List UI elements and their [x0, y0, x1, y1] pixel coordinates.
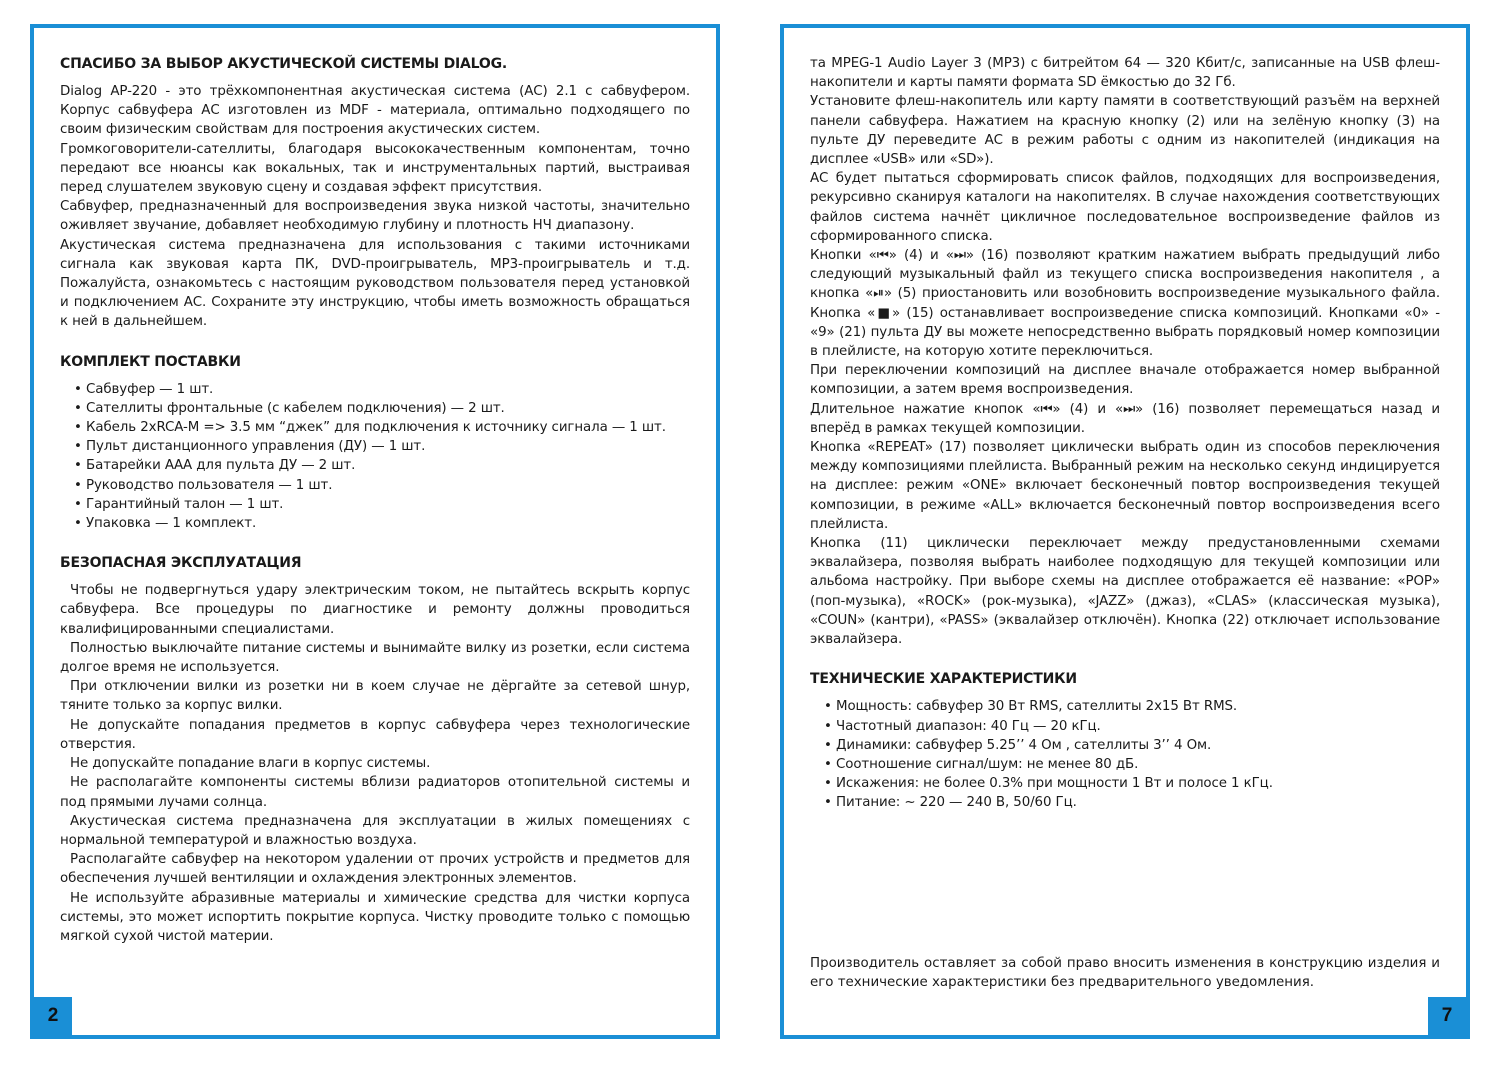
safety-paragraph: Полностью выключайте питание системы и вынимайте вилку из розетки, если система долгое время не используется.: [60, 640, 690, 676]
intro-paragraph: Громкоговорители-сателлиты, благодаря высококачественным компонентам, точно передают все нюансы как вокальных, так и инструментальных партий, выстраивая перед слушателем звуковую сцену и создавая эффект присутствия.: [60, 141, 690, 196]
spec-item: • Питание: ~ 220 — 240 В, 50/60 Гц.: [824, 793, 1440, 812]
disclaimer: Производитель оставляет за собой право вносить изменения в конструкцию изделия и его технические характеристики без предварительного уведомления.: [810, 956, 1440, 991]
safety-paragraph: Не допускайте попадание влаги в корпус системы.: [70, 756, 431, 772]
safety-paragraph: При отключении вилки из розетки ни в коем случае не дёргайте за сетевой шнур, тяните только за корпус вилки.: [60, 679, 690, 714]
package-item: • Сабвуфер — 1 шт.: [74, 380, 690, 399]
usage-paragraph: Установите флеш-накопитель или карту памяти в соответствующий разъём на верхней панели сабвуфера. Нажатием на красную кнопку (2) или на зелёную кнопку (3) на пульте ДУ переведите АС в режим работы с одним из накопителей (индикация на дисплее «USB» или «SD»).: [810, 94, 1440, 168]
usage-paragraph: Кнопка «REPEAT» (17) позволяет циклически выбрать один из способов переключения между композициями плейлиста. Выбранный режим на несколько секунд индицируется на дисплее: режим «ONE» включает бесконечный повтор воспроизведения текущей композиции, в режиме «ALL» включается бесконечный повтор воспроизведения всего плейлиста.: [810, 440, 1440, 532]
package-item: • Сателлиты фронтальные (с кабелем подключения) — 2 шт.: [74, 399, 690, 418]
safety-paragraph: Акустическая система предназначена для эксплуатации в жилых помещениях с нормальной температурой и влажностью воздуха.: [60, 813, 690, 848]
intro-paragraph: Dialog AP-220 - это трёхкомпонентная акустическая система (АС) 2.1 с сабвуфером. Корпус сабвуфера АС изготовлен из MDF - материала, оптимально подходящего по своим физическим свойствам для построения акустических систем.: [60, 84, 690, 138]
package-section: [60, 352, 690, 534]
package-title: КОМПЛЕКТ ПОСТАВКИ: [60, 353, 241, 370]
package-item: • Упаковка — 1 комплект.: [74, 514, 690, 533]
page-number: 2: [34, 997, 72, 1035]
usage-paragraph: Кнопки «⏮» (4) и «⏭» (16) позволяют кратким нажатием выбрать предыдущий либо следующий музыкальный файл из текущего списка воспроизведения накопителя , а кнопка «⏯» (5) приостановить или возобновить воспроизведение музыкального файла. Кнопка «■» (15) останавливает воспроизведение списка композиций. Кнопками «0» - «9» (21) пульта ДУ вы можете непосредственно выбрать порядковый номер композиции в плейлисте, на которую хотите переключиться.: [810, 248, 1440, 360]
usage-paragraph: Длительное нажатие кнопок «⏮» (4) и «⏭» (16) позволяет перемещаться назад и вперёд в рамках текущей композиции.: [810, 401, 1440, 436]
spec-item: • Искажения: не более 0.3% при мощности 1 Вт и полосе 1 кГц.: [824, 774, 1440, 793]
package-item: • Руководство пользователя — 1 шт.: [74, 476, 690, 495]
usage-paragraph: При переключении композиций на дисплее вначале отображается номер выбранной композиции, а затем время воспроизведения.: [810, 363, 1440, 398]
left-page-content: [60, 54, 690, 966]
specs-list: [810, 697, 1440, 812]
safety-paragraph: Располагайте сабвуфер на некотором удалении от прочих устройств и предметов для обеспечения лучшей вентиляции и охлаждения электронных элементов.: [60, 852, 690, 887]
intro-paragraph: Акустическая система предназначена для использования с такими источниками сигнала как звуковая карта ПК, DVD-проигрыватель, MP3-проигрыватель и т.д. Пожалуйста, ознакомьтесь с настоящим руководством пользователя перед установкой и подключением АС. Сохраните эту инструкцию, чтобы иметь возможность обращаться к ней в дальнейшем.: [60, 237, 690, 330]
spec-item: • Частотный диапазон: 40 Гц — 20 кГц.: [824, 717, 1440, 736]
package-item: • Пульт дистанционного управления (ДУ) — 1 шт.: [74, 437, 690, 456]
left-page: [30, 24, 720, 1039]
spec-item: • Соотношение сигнал/шум: не менее 80 дБ.: [824, 755, 1440, 774]
intro-title: СПАСИБО ЗА ВЫБОР АКУСТИЧЕСКОЙ СИСТЕМЫ DIALOG.: [60, 56, 507, 72]
usage-paragraph: та MPEG-1 Audio Layer 3 (MP3) с битрейтом 64 — 320 Кбит/с, записанные на USB флеш-накопители и карты памяти формата SD ёмкостью до 32 Гб.: [810, 56, 1440, 91]
right-page: [780, 24, 1470, 1039]
package-list: [60, 380, 690, 534]
package-item: • Кабель 2хRCA-M => 3.5 мм “джек” для подключения к источнику сигнала — 1 шт.: [74, 418, 690, 437]
safety-section: [60, 553, 690, 946]
usage-section: [810, 54, 1440, 649]
package-item: • Батарейки ААА для пульта ДУ — 2 шт.: [74, 456, 690, 475]
usage-paragraph: АС будет пытаться сформировать список файлов, подходящих для воспроизведения, рекурсивно сканируя каталоги на накопителях. В случае нахождения соответствующих файлов система начнёт цикличное последовательное воспроизведение файлов из сформированного списка.: [810, 171, 1440, 244]
page-number: 7: [1428, 997, 1466, 1035]
safety-paragraph: Не допускайте попадания предметов в корпус сабвуфера через технологические отверстия.: [60, 717, 690, 752]
safety-paragraph: Не располагайте компоненты системы вблизи радиаторов отопительной системы и под прямыми лучами солнца.: [60, 775, 690, 810]
spec-item: • Мощность: сабвуфер 30 Вт RMS, сателлиты 2х15 Вт RMS.: [824, 697, 1440, 716]
intro-paragraph: Сабвуфер, предназначенный для воспроизведения звука низкой частоты, значительно оживляет звучание, добавляет необходимую глубину и плотность НЧ диапазону.: [60, 199, 690, 234]
safety-paragraph: Не используйте абразивные материалы и химические средства для чистки корпуса системы, это может испортить покрытие корпуса. Чистку проводите только с помощью мягкой сухой чистой материи.: [60, 890, 690, 944]
safety-paragraph: Чтобы не подвергнуться удару электрическим током, не пытайтесь вскрыть корпус сабвуфера. Все процедуры по диагностике и ремонту должны проводиться квалифицированными специалистами.: [60, 583, 690, 637]
intro-section: [60, 54, 690, 332]
spec-item: • Динамики: сабвуфер 5.25’’ 4 Ом , сателлиты 3’’ 4 Ом.: [824, 736, 1440, 755]
usage-paragraph: Кнопка (11) циклически переключает между предустановленными схемами эквалайзера, позволяя выбрать наиболее подходящую для текущей композиции или альбома настройку. При выборе схемы на дисплее отображается её название: «POP» (поп-музыка), «ROCK» (рок-музыка), «JAZZ» (джаз), «CLAS» (классическая музыка), «COUN» (кантри), «PASS» (эквалайзер отключён). Кнопка (22) отключает использование эквалайзера.: [810, 536, 1440, 648]
specs-title: ТЕХНИЧЕСКИЕ ХАРАКТЕРИСТИКИ: [810, 671, 1077, 688]
safety-title: БЕЗОПАСНАЯ ЭКСПЛУАТАЦИЯ: [60, 555, 302, 572]
package-item: • Гарантийный талон — 1 шт.: [74, 495, 690, 514]
right-page-content: [810, 54, 1440, 833]
specs-section: [810, 669, 1440, 812]
